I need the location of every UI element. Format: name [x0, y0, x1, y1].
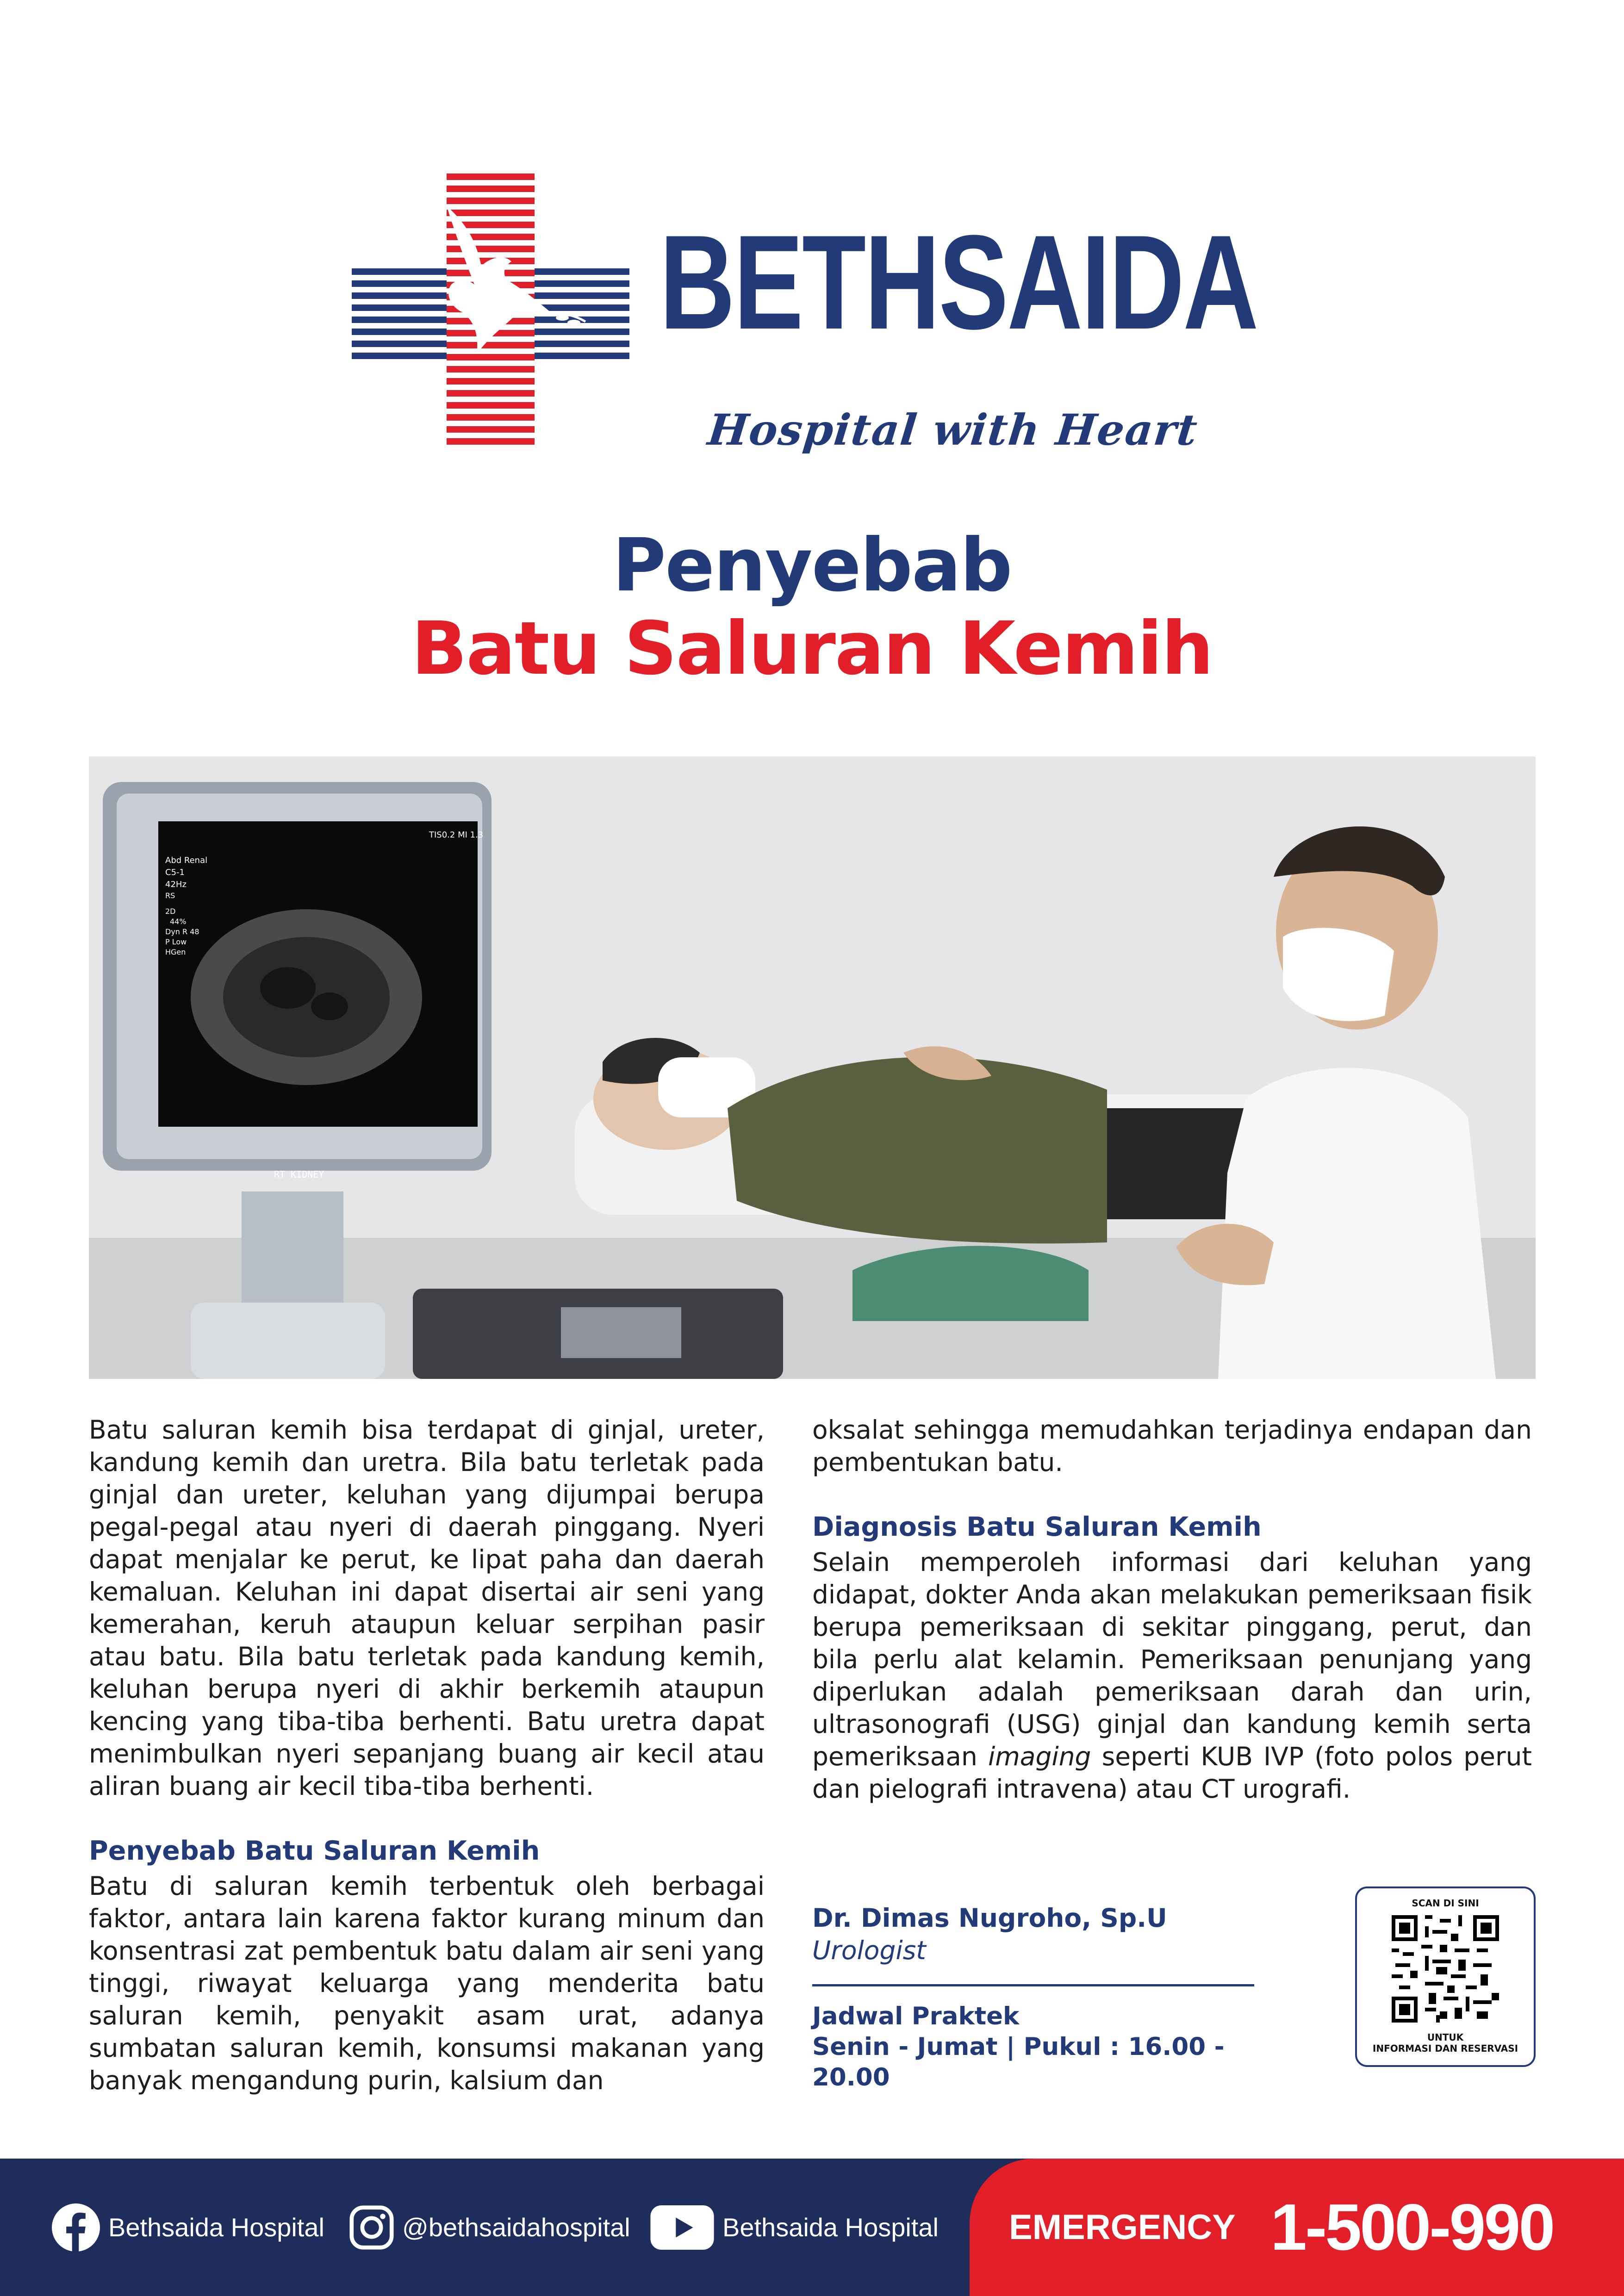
- facebook-link[interactable]: [52, 2159, 324, 2296]
- article-right-column: [812, 1414, 1532, 1805]
- doctor-specialty: Urologist: [812, 1936, 926, 1965]
- brand-tagline: Hospital with Heart: [705, 405, 1201, 455]
- footer-bar: [0, 2159, 1624, 2296]
- section2-heading: Diagnosis Batu Saluran Kemih: [812, 1512, 1262, 1542]
- youtube-link[interactable]: [650, 2159, 939, 2296]
- cross-dove-emblem: [352, 174, 629, 451]
- svg-text:2D: 2D: [165, 907, 176, 916]
- facebook-icon: [52, 2203, 100, 2252]
- schedule-label: Jadwal Praktek: [812, 2002, 1020, 2030]
- section1-heading: Penyebab Batu Saluran Kemih: [89, 1836, 540, 1866]
- svg-text:42Hz: 42Hz: [165, 880, 187, 889]
- emergency-phone[interactable]: 1-500-990: [1270, 2191, 1554, 2264]
- svg-text:RS: RS: [165, 891, 175, 900]
- doctor-name: Dr. Dimas Nugroho, Sp.U: [812, 1903, 1167, 1933]
- monitor-label-1: Abd Renal: [165, 856, 208, 865]
- article-left-column: [89, 1414, 765, 2097]
- qr-code-icon[interactable]: [1392, 1915, 1499, 2023]
- monitor-caption: RT KIDNEY: [274, 1169, 324, 1180]
- youtube-label: Bethsaida Hospital: [722, 2213, 939, 2242]
- emergency-panel: [970, 2159, 1624, 2296]
- svg-text:Dyn R 48: Dyn R 48: [165, 927, 199, 936]
- divider: [812, 1984, 1254, 1986]
- qr-bottom-label: UNTUK INFORMASI DAN RESERVASI: [1372, 2032, 1518, 2054]
- photo-illustration: [89, 757, 1536, 1379]
- qr-code-box[interactable]: [1355, 1886, 1536, 2067]
- instagram-label: @bethsaidahospital: [402, 2213, 630, 2242]
- emergency-label: EMERGENCY: [1009, 2208, 1236, 2247]
- schedule-time: Senin - Jumat | Pukul : 16.00 - 20.00: [812, 2033, 1225, 2091]
- svg-text:C5-1: C5-1: [165, 868, 185, 877]
- instagram-link[interactable]: [349, 2159, 630, 2296]
- page-title-line2: Batu Saluran Kemih: [411, 606, 1213, 691]
- section1-continuation: oksalat sehingga memudahkan terjadinya endapan dan pembentukan batu.: [812, 1415, 1532, 1477]
- section1-paragraph: Batu di saluran kemih terbentuk oleh berbagai faktor, antara lain karena faktor kurang minum dan konsentrasi zat pembentuk batu dalam air seni yang tinggi, riwayat keluarga yang menderita batu saluran kemih, penyakit asam urat, adanya sumbatan saluran kemih, konsumsi makanan yang banyak mengandung purin, kalsium dan: [89, 1871, 765, 2095]
- doctor-info: [812, 1902, 1257, 2093]
- page-title-line1: Penyebab: [612, 523, 1012, 608]
- hospital-logo: [352, 174, 1277, 460]
- intro-paragraph: Batu saluran kemih bisa terdapat di ginjal, ureter, kandung kemih dan uretra. Bila batu terletak pada ginjal dan ureter, keluhan yang dijumpai berupa pegal-pegal atau nyeri di daerah pinggang. Nyeri dapat menjalar ke perut, ke lipat paha dan daerah kemaluan. Keluhan ini dapat disertai air seni yang kemerahan, keruh ataupun keluar serpihan pasir atau batu. Bila batu terletak pada kandung kemih, keluhan berupa nyeri di akhir berkemih ataupun kencing yang tiba-tiba berhenti. Batu uretra dapat menimbulkan nyeri sepanjang buang air kecil atau aliran buang air kecil tiba-tiba berhenti.: [89, 1415, 765, 1801]
- section2-paragraph: Selain memperoleh informasi dari keluhan yang didapat, dokter Anda akan melakukan pemeriksaan fisik berupa pemeriksaan di sekitar pinggang, perut, dan bila perlu alat kelamin. Pemeriksaan penunjang yang diperlukan adalah pemeriksaan darah dan urin, ultrasonografi (USG) ginjal dan kandung kemih serta pemeriksaan imaging seperti KUB IVP (foto polos perut dan pielografi intravena) atau CT urografi.: [812, 1547, 1532, 1804]
- facebook-label: Bethsaida Hospital: [108, 2213, 324, 2242]
- svg-text:44%: 44%: [170, 917, 187, 926]
- ultrasound-exam-photo: [89, 757, 1536, 1379]
- youtube-icon: [650, 2205, 714, 2250]
- imaging-emphasis: imaging: [988, 1742, 1091, 1771]
- instagram-icon: [349, 2205, 394, 2250]
- qr-top-label: SCAN DI SINI: [1412, 1898, 1479, 1909]
- monitor-top-right: TIS0.2 MI 1.3: [429, 830, 484, 840]
- brand-name: BETHSAIDA: [660, 207, 1257, 357]
- svg-text:P Low: P Low: [165, 937, 187, 946]
- svg-text:HGen: HGen: [165, 948, 186, 956]
